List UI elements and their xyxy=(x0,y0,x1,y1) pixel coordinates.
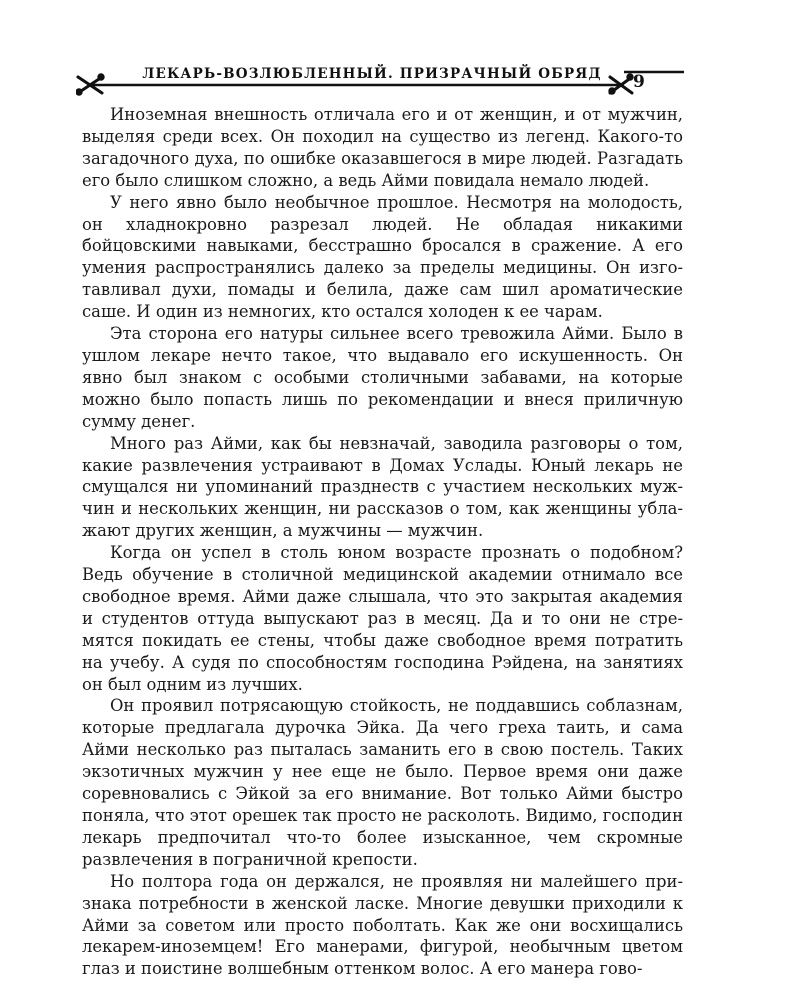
paragraph: Эта сторона его натуры сильнее всего тревожила Айми. Было в ушлом лекаре нечто такое, что выдавало его искушенность. Он явно был знаком с особыми столичными забавами, на которые можно было попасть лишь по рекомендации и внеся приличную сумму денег. xyxy=(82,324,683,431)
running-header xyxy=(76,58,686,104)
paragraph: Много раз Айми, как бы невзначай, заводила разговоры о том, какие развлечения устраивают в Домах Услады. Юный лекарь не смущался ни упоминаний празднеств с участием нескольких мужчин и нескольких женщин, ни рассказов о том, как женщины ублажают других женщин, а мужчины — мужчин. xyxy=(82,433,683,541)
paragraph: Когда он успел в столь юном возрасте прознать о подобном? Ведь обучение в столичной медицинской академии отнимало все свободное время. Айми даже слышала, что это закрытая академия и студентов оттуда выпускают раз в месяц. Да и то они не стремятся покидать ее стены, чтобы даже свободное время потратить на учебу. А судя по способностям господина Рэйдена, на занятиях он был одним из лучших. xyxy=(82,543,683,694)
paragraph: Он проявил потрясающую стойкость, не поддавшись соблазнам, которые предлагала дурочка Эйка. Да чего греха таить, и сама Айми несколько раз пыталась заманить его в свою постель. Таких экзотичных мужчин у нее еще не было. Первое время они даже соревновались с Эйкой за его внимание. Вот только Айми быстро поняла, что этот орешек так просто не расколоть. Видимо, господин лекарь предпочитал что-то более изысканное, чем скромные развлечения в пограничной крепости. xyxy=(82,696,683,869)
paragraph: У него явно было необычное прошлое. Несмотря на молодость, он хладнокровно разрезал людей. Не обладая никакими бойцовскими навыками, бесстрашно бросался в сражение. А его умения распространялись далеко за пределы медицины. Он изготавливал духи, помады и белила, даже сам шил ароматические саше. И один из немногих, кто остался холоден к ее чарам. xyxy=(82,192,683,322)
paragraph: Но полтора года он держался, не проявляя ни малейшего признака потребности в женской ласке. Многие девушки приходили к Айми за советом или просто поболтать. Как же они восхищались лекарем-иноземцем! Его манерами, фигурой, необычным цветом глаз и поистине волшебным оттенком волос. А его манера гово- xyxy=(82,871,683,979)
page-number: 9 xyxy=(633,72,645,92)
paragraph: Иноземная внешность отличала его и от женщин, и от мужчин, выделяя среди всех. Он походил на существо из легенд. Какого-то загадочного духа, по ошибке оказавшегося в мире людей. Разгадать его было слишком сложно, а ведь Айми повидала немало людей. xyxy=(82,105,683,190)
running-title: ЛЕКАРЬ-ВОЗЛЮБЛЕННЫЙ. ПРИЗРАЧНЫЙ ОБРЯД xyxy=(142,66,602,82)
body-text xyxy=(82,104,683,980)
